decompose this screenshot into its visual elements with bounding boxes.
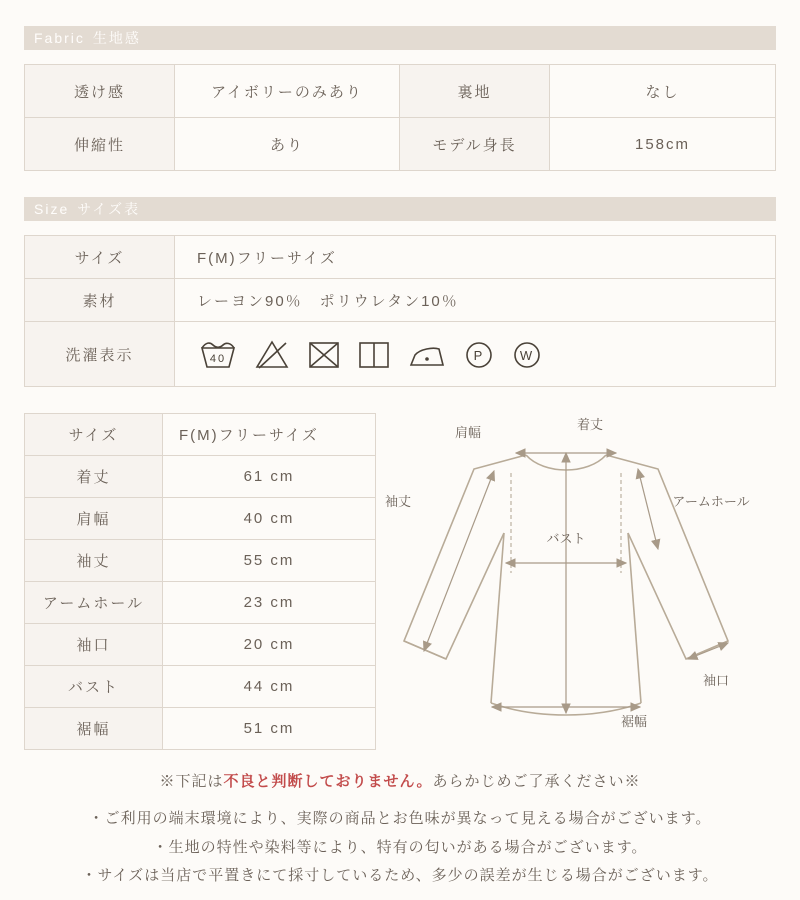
fabric-label-stretch: 伸縮性: [25, 118, 175, 171]
iron-low-icon: [406, 337, 448, 371]
size-label-material: 素材: [25, 279, 175, 322]
label-hem: 裾幅: [620, 714, 648, 729]
size-label-wash: 洗濯表示: [25, 322, 175, 387]
wash-tub-40-icon: [198, 337, 238, 371]
wetclean-w-text: W: [519, 348, 535, 363]
measurement-area: [24, 413, 776, 750]
meas-value-bust: 44 cm: [163, 666, 376, 708]
list-item: ・サイズは当店で平置きにて採寸しているため、多少の誤差が生じる場合がございます。: [81, 867, 719, 884]
fabric-label-model-height: モデル身長: [400, 118, 550, 171]
meas-label-bust: バスト: [25, 666, 163, 708]
notice-title: [24, 770, 776, 791]
garment-diagram: [376, 413, 776, 743]
wash-icons-row: [176, 337, 774, 371]
fabric-label-sheerness: 透け感: [25, 65, 175, 118]
table-row: [25, 540, 376, 582]
fabric-value-sheerness: アイボリーのみあり: [175, 65, 400, 118]
table-row: [25, 582, 376, 624]
meas-label-length: 着丈: [25, 456, 163, 498]
meas-value-armhole: 23 cm: [163, 582, 376, 624]
meas-value-cuff: 20 cm: [163, 624, 376, 666]
table-row: [25, 322, 776, 387]
size-heading-en: Size: [34, 201, 70, 217]
meas-value-hem: 51 cm: [163, 708, 376, 750]
measurement-table: [24, 413, 376, 750]
table-row: [25, 65, 776, 118]
drip-dry-line-icon: [356, 337, 392, 371]
meas-label-sleeve: 袖丈: [25, 540, 163, 582]
measure-arrows: [424, 453, 728, 713]
fabric-section-heading: [24, 26, 776, 50]
size-table: [24, 235, 776, 387]
table-row: [25, 708, 376, 750]
notice-title-prefix: ※下記は: [159, 773, 224, 790]
table-row: [25, 236, 776, 279]
meas-value-length: 61 cm: [163, 456, 376, 498]
label-shoulder: 肩幅: [454, 425, 482, 440]
list-item: ・ご利用の端末環境により、実際の商品とお色味が異なって見える場合がございます。: [88, 810, 712, 827]
list-item: ・生地の特性や染料等により、特有の匂いがある場合がございます。: [152, 838, 648, 856]
size-label-size: サイズ: [25, 236, 175, 279]
table-row: [25, 279, 776, 322]
notice-title-strong: 不良と判断しておりません。: [223, 773, 433, 790]
fabric-heading-jp: 生地感: [92, 30, 141, 46]
size-section-heading: [24, 197, 776, 221]
meas-value-shoulder: 40 cm: [163, 498, 376, 540]
meas-label-armhole: アームホール: [25, 582, 163, 624]
table-row: [25, 118, 776, 171]
table-row: [25, 414, 376, 456]
notice-block: [24, 770, 776, 891]
fabric-heading-en: Fabric: [34, 30, 85, 46]
meas-value-sleeve: 55 cm: [163, 540, 376, 582]
size-value-size: F(M)フリーサイズ: [175, 236, 776, 279]
label-bust: バスト: [546, 531, 586, 546]
label-sleeve: 袖丈: [384, 494, 412, 509]
fabric-value-lining: なし: [550, 65, 776, 118]
label-length: 着丈: [576, 417, 604, 432]
label-cuff: 袖口: [702, 673, 730, 688]
table-row: [25, 624, 376, 666]
fabric-value-stretch: あり: [175, 118, 400, 171]
wash-tub-temp-text: 40: [209, 353, 227, 365]
fabric-label-lining: 裏地: [400, 65, 550, 118]
notice-title-suffix: あらかじめご了承ください※: [432, 773, 641, 790]
diagram-labels: [385, 417, 750, 729]
no-bleach-icon: [252, 337, 292, 371]
size-heading-jp: サイズ表: [77, 201, 141, 217]
garment-diagram-svg: [376, 413, 756, 743]
meas-label-shoulder: 肩幅: [25, 498, 163, 540]
meas-label-cuff: 袖口: [25, 624, 163, 666]
label-armhole: アームホール: [672, 494, 750, 509]
meas-header-value: F(M)フリーサイズ: [163, 414, 376, 456]
no-tumble-dry-icon: [306, 337, 342, 371]
wash-icons-cell: [175, 322, 776, 387]
fabric-value-model-height: 158cm: [550, 118, 776, 171]
wetclean-w-icon: [510, 337, 544, 371]
notice-list: [24, 805, 776, 891]
meas-header-label: サイズ: [25, 414, 163, 456]
dryclean-p-text: P: [473, 348, 485, 363]
dryclean-p-icon: [462, 337, 496, 371]
table-row: [25, 498, 376, 540]
table-row: [25, 456, 376, 498]
size-value-material: レーヨン90％ ポリウレタン10％: [175, 279, 776, 322]
meas-label-hem: 裾幅: [25, 708, 163, 750]
fabric-table: [24, 64, 776, 171]
table-row: [25, 666, 376, 708]
